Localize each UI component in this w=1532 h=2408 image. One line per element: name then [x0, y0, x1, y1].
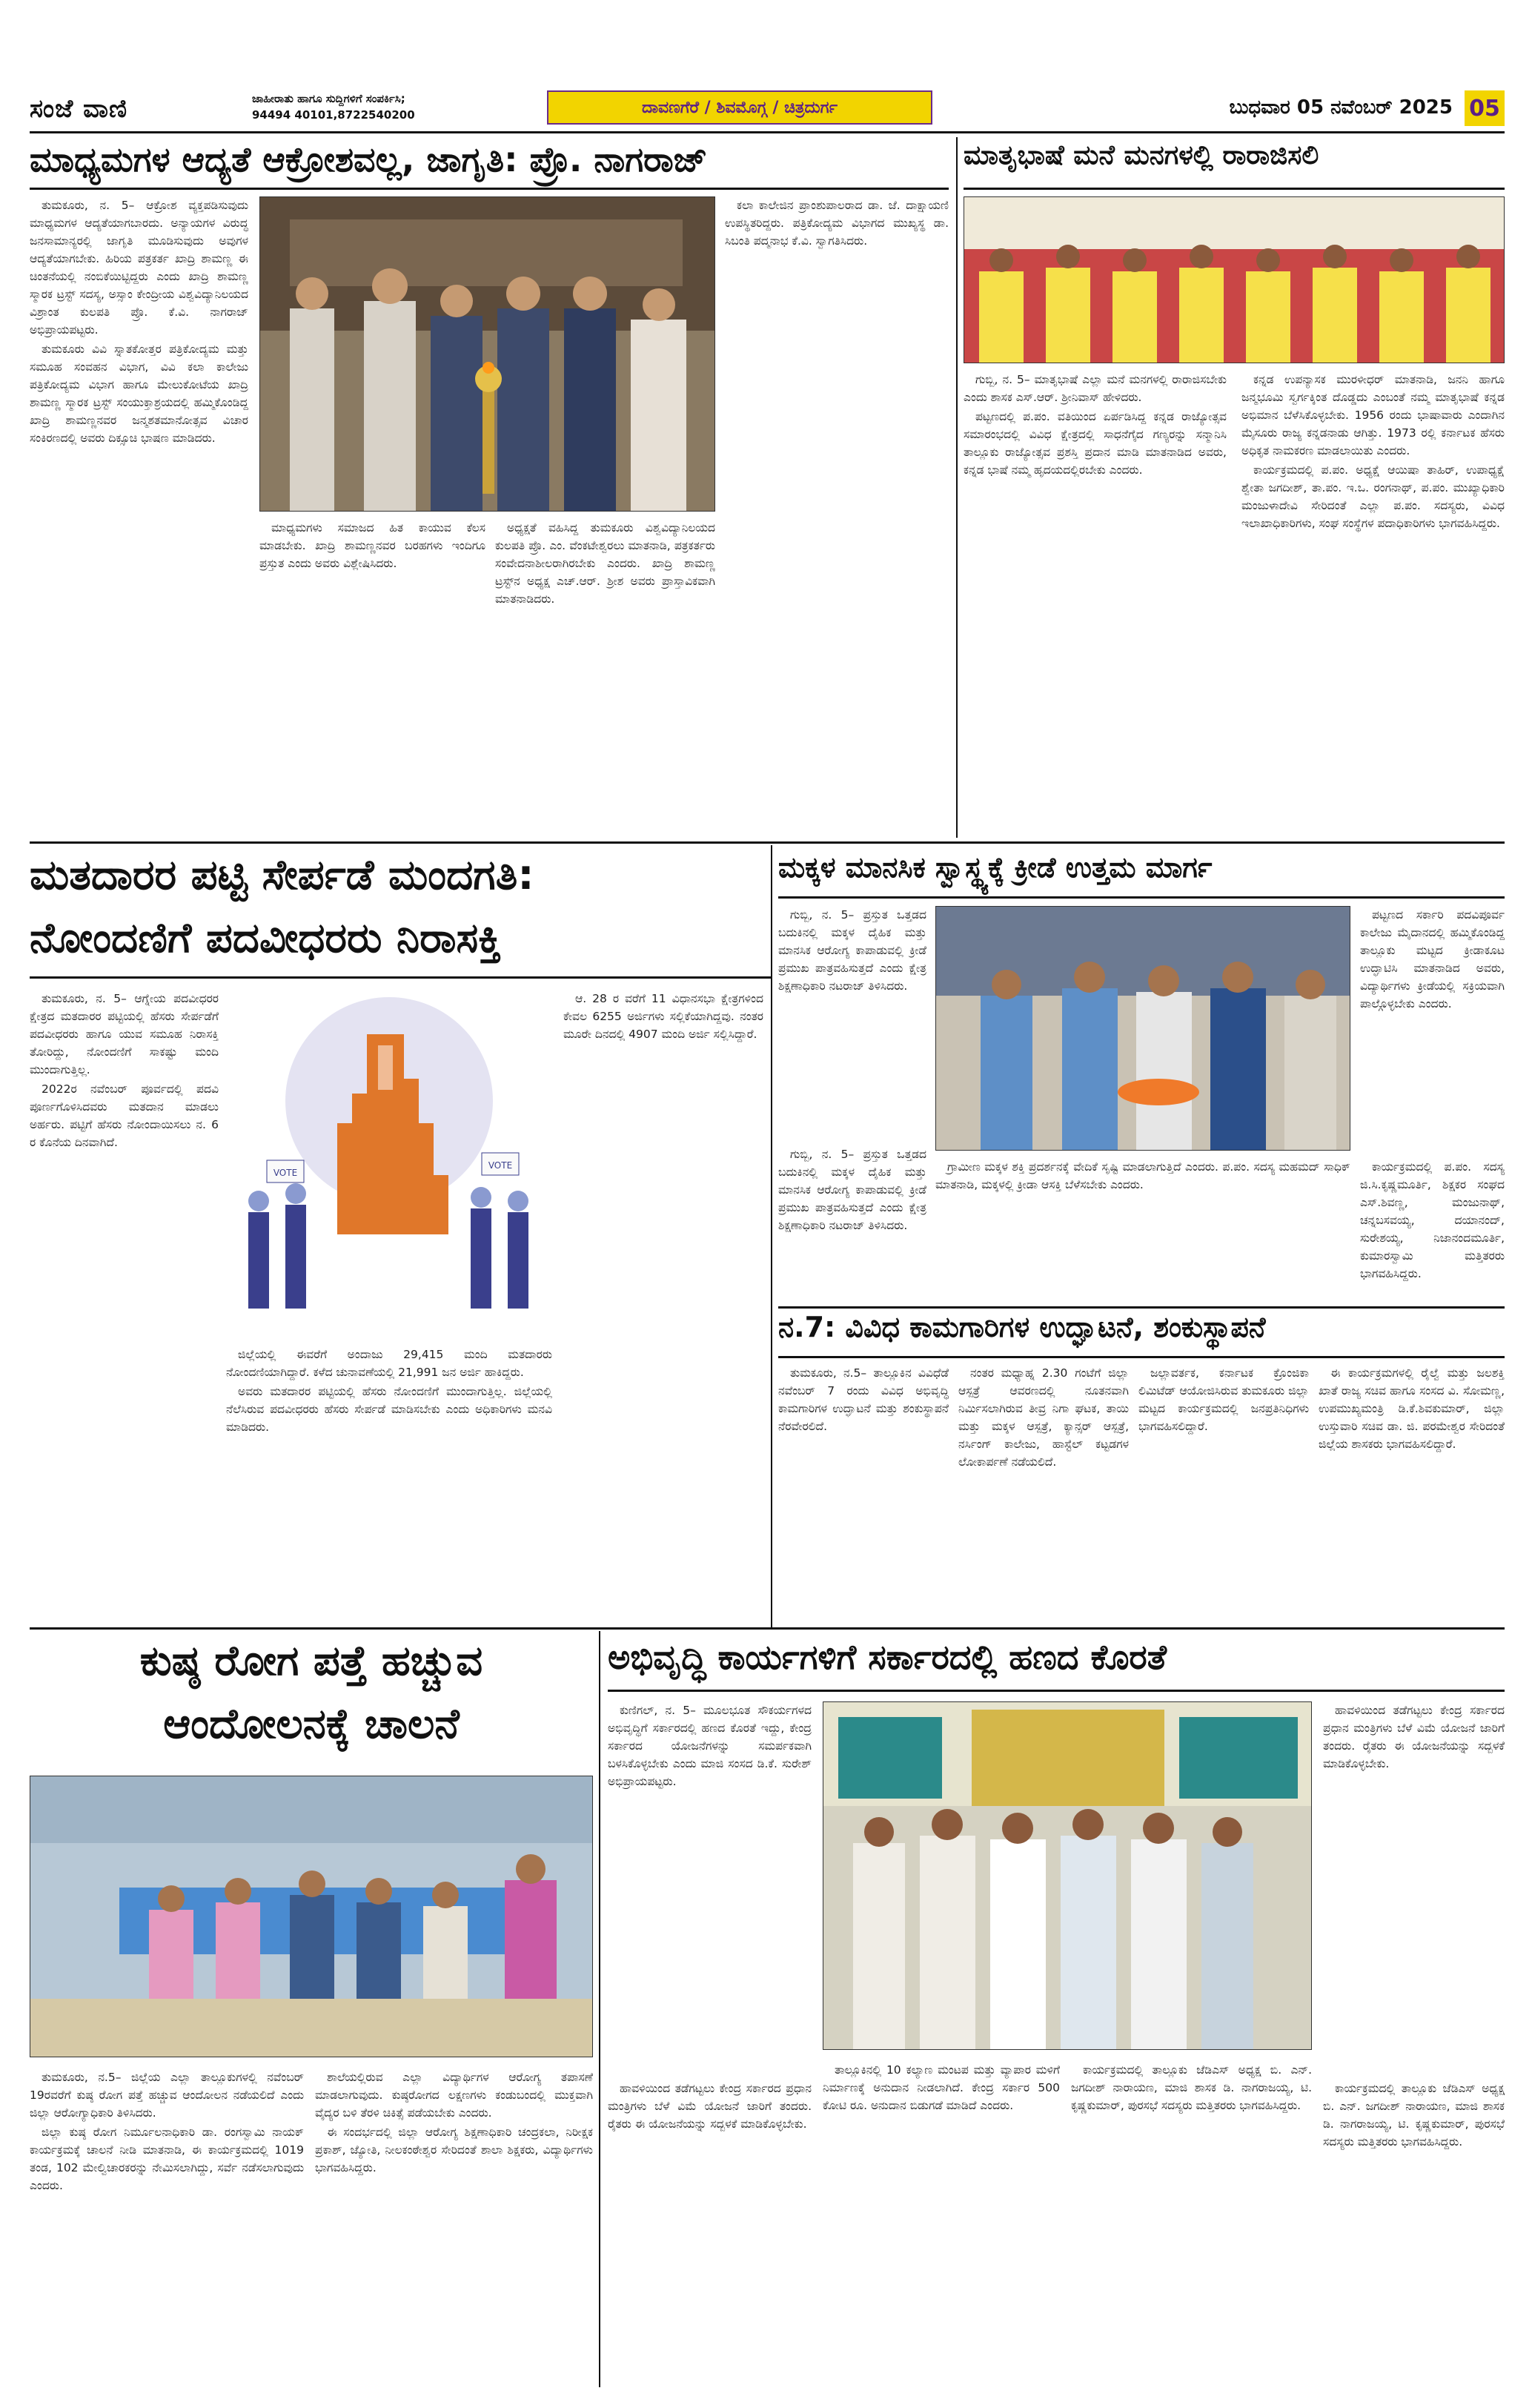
article-3-headline-line-1: ಮತದಾರರ ಪಟ್ಟಿ ಸೇರ್ಪಡೆ ಮಂದಗತಿ:	[30, 851, 534, 899]
article-1-col-4	[725, 196, 949, 834]
article-6-para-4: ಈ ಸಂದರ್ಭದಲ್ಲಿ ಜಿಲ್ಲಾ ಆರೋಗ್ಯ ಶಿಕ್ಷಣಾಧಿಕಾರಿ ಚಂದ್ರಕಲಾ, ನಿರೀಕ್ಷಕ ಪ್ರಕಾಶ್, ಜ್ಯೋತಿ, ನೀಲಕಂಠೇಶ್ವರ ಸೇರಿದಂತೆ ಶಾಲಾ ಶಿಕ್ಷಕರು, ವಿದ್ಯಾರ್ಥಿಗಳು ಭಾಗವಹಿಸಿದ್ದರು.	[315, 2126, 593, 2174]
article-3-headline-line-2: ನೋಂದಣಿಗೆ ಪದವೀಧರರು ನಿರಾಸಕ್ತಿ	[30, 916, 771, 979]
region-banner: ದಾವಣಗೆರೆ / ಶಿವಮೊಗ್ಗ / ಚಿತ್ರದುರ್ಗ	[547, 90, 932, 125]
article-1-photo	[259, 196, 715, 512]
article-5-headline: ನ.7: ವಿವಿಧ ಕಾಮಗಾರಿಗಳ ಉದ್ಘಾಟನೆ, ಶಂಕುಸ್ಥಾಪನೆ	[778, 1312, 1505, 1358]
sports-inauguration-photo	[936, 907, 1350, 1151]
article-2-headline: ಮಾತೃಭಾಷೆ ಮನೆ ಮನಗಳಲ್ಲಿ ರಾರಾಜಿಸಲಿ	[964, 141, 1505, 190]
voting-illustration	[226, 990, 552, 1338]
article-5-col-4	[1319, 1364, 1505, 1620]
article-6-photo	[30, 1776, 593, 2057]
page-number: 05	[1465, 90, 1505, 126]
contact-info	[252, 90, 534, 123]
article-5-col-3	[1138, 1364, 1309, 1620]
inauguration-building-photo	[823, 1702, 1312, 2050]
article-3-col-1	[30, 990, 219, 1620]
article-3-para-1: ತುಮಕೂರು, ನ. 5– ಆಗ್ನೇಯ ಪದವೀಧರರ ಕ್ಷೇತ್ರದ ಮತದಾರರ ಪಟ್ಟಿಯಲ್ಲಿ ಹೆಸರು ಸೇರ್ಪಡೆಗೆ ಪದವೀಧರರು ಹಾಗೂ ಯುವ ಸಮೂಹ ನಿರಾಸಕ್ತಿ ತೋರಿದ್ದು, ನೋಂದಣಿಗೆ ಸಾಕಷ್ಟು ಮಂದಿ ಮುಂದಾಗುತ್ತಿಲ್ಲ.	[30, 992, 219, 1076]
article-6-headline-line-1: ಕುಷ್ಠ ರೋಗ ಪತ್ತೆ ಹಚ್ಚುವ	[139, 1637, 483, 1685]
article-3-col-3	[563, 990, 763, 1620]
article-3-para-5: ಆ. 28 ರ ವರೆಗೆ 11 ವಿಧಾನಸಭಾ ಕ್ಷೇತ್ರಗಳಿಂದ ಕೇವಲ 6255 ಅರ್ಜಿಗಳು ಸಲ್ಲಿಕೆಯಾಗಿದ್ದವು. ನಂತರ ಮೂರೇ ದಿನದಲ್ಲಿ 4907 ಮಂದಿ ಅರ್ಜಿ ಸಲ್ಲಿಸಿದ್ದಾರೆ.	[563, 992, 763, 1041]
article-1-para-3: ಮಾಧ್ಯಮಗಳು ಸಮಾಜದ ಹಿತ ಕಾಯುವ ಕೆಲಸ ಮಾಡಬೇಕು. ಖಾದ್ರಿ ಶಾಮಣ್ಣನವರ ಬರಹಗಳು ಇಂದಿಗೂ ಪ್ರಸ್ತುತ ಎಂದು ಅವರು ವಿಶ್ಲೇಷಿಸಿದರು.	[259, 521, 485, 570]
article-5-para-2: ನಂತರ ಮಧ್ಯಾಹ್ನ 2.30 ಗಂಟೆಗೆ ಜಿಲ್ಲಾ ಆಸ್ಪತ್ರೆ ಆವರಣದಲ್ಲಿ ನೂತನವಾಗಿ ನಿರ್ಮಿಸಲಾಗಿರುವ ತೀವ್ರ ನಿಗಾ ಘಟಕ, ತಾಯಿ ಮತ್ತು ಮಕ್ಕಳ ಆಸ್ಪತ್ರೆ, ಕ್ಯಾನ್ಸರ್ ಆಸ್ಪತ್ರೆ, ನರ್ಸಿಂಗ್ ಕಾಲೇಜು, ಹಾಸ್ಟೆಲ್ ಕಟ್ಟಡಗಳ ಲೋಕಾರ್ಪಣೆ ನಡೆಯಲಿದೆ.	[958, 1366, 1129, 1469]
article-7-col-6	[1323, 2080, 1505, 2380]
newspaper-logo	[30, 87, 230, 130]
contact-line-1: ಜಾಹೀರಾತು ಹಾಗೂ ಸುದ್ದಿಗಳಿಗೆ ಸಂಪರ್ಕಿಸಿ;	[252, 92, 405, 105]
article-6-para-1: ತುಮಕೂರು, ನ.5– ಜಿಲ್ಲೆಯ ಎಲ್ಲಾ ತಾಲ್ಲೂಕುಗಳಲ್ಲಿ ನವೆಂಬರ್ 19ರವರೆಗೆ ಕುಷ್ಠ ರೋಗ ಪತ್ತೆ ಹಚ್ಚುವ ಆಂದೋಲನ ನಡೆಯಲಿದೆ ಎಂದು ಜಿಲ್ಲಾ ಆರೋಗ್ಯಾಧಿಕಾರಿ ತಿಳಿಸಿದರು.	[30, 2071, 304, 2120]
article-6-para-2: ಜಿಲ್ಲಾ ಕುಷ್ಠ ರೋಗ ನಿರ್ಮೂಲನಾಧಿಕಾರಿ ಡಾ. ರಂಗಸ್ವಾಮಿ ನಾಯಕ್ ಕಾರ್ಯಕ್ರಮಕ್ಕೆ ಚಾಲನೆ ನೀಡಿ ಮಾತನಾಡಿ, ಈ ಕಾರ್ಯಕ್ರಮದಲ್ಲಿ 1019 ತಂಡ, 102 ಮೇಲ್ವಿಚಾರಕರನ್ನು ನೇಮಿಸಲಾಗಿದ್ದು, ಸರ್ವೆ ನಡೆಸಲಾಗುವುದು ಎಂದರು.	[30, 2126, 304, 2192]
contact-line-2: 94494 40101,8722540200	[252, 108, 415, 122]
article-2-para-4: ಕಾರ್ಯಕ್ರಮದಲ್ಲಿ ಪ.ಪಂ. ಅಧ್ಯಕ್ಷೆ ಆಯಿಷಾ ತಾಹಿರ್, ಉಪಾಧ್ಯಕ್ಷೆ ಶ್ವೇತಾ ಜಗದೀಶ್, ತಾ.ಪಂ. ಇ.ಒ. ರಂಗನಾಥ್, ಪ.ಪಂ. ಮುಖ್ಯಾಧಿಕಾರಿ ಮಂಜುಳಾದೇವಿ ಸೇರಿದಂತೆ ಎಲ್ಲಾ ಪ.ಪಂ. ಸದಸ್ಯರು, ವಿವಿಧ ಇಲಾಖಾಧಿಕಾರಿಗಳು, ಸಂಘ ಸಂಸ್ಥೆಗಳ ಪದಾಧಿಕಾರಿಗಳು ಭಾಗವಹಿಸಿದ್ದರು.	[1241, 463, 1505, 530]
article-7-para-1b: ಹಾವಳಿಯಿಂದ ತಡೆಗಟ್ಟಲು ಕೇಂದ್ರ ಸರ್ಕಾರದ ಪ್ರಧಾನ ಮಂತ್ರಿಗಳು ಬೆಳೆ ವಿಮೆ ಯೋಜನೆ ಜಾರಿಗೆ ತಂದರು. ರೈತರು ಈ ಯೋಜನೆಯನ್ನು ಸದ್ಬಳಕೆ ಮಾಡಿಕೊಳ್ಳಬೇಕು.	[608, 2082, 812, 2131]
vote-sign-left: VOTE	[273, 1168, 298, 1178]
article-1-col-1	[30, 196, 248, 834]
article-2-photo	[964, 196, 1505, 363]
article-1-para-4: ಅಧ್ಯಕ್ಷತೆ ವಹಿಸಿದ್ದ ತುಮಕೂರು ವಿಶ್ವವಿದ್ಯಾನಿಲಯದ ಕುಲಪತಿ ಪ್ರೊ. ಎಂ. ವೆಂಕಟೇಶ್ವರಲು ಮಾತನಾಡಿ, ಪತ್ರಕರ್ತರು ಸಂವೇದನಾಶೀಲರಾಗಿರಬೇಕು ಎಂದರು. ಖಾದ್ರಿ ಶಾಮಣ್ಣ ಟ್ರಸ್ಟ್‌ನ ಅಧ್ಯಕ್ಷ ಎಚ್.ಆರ್. ಶ್ರೀಶ ಅವರು ಪ್ರಾಸ್ತಾವಿಕವಾಗಿ ಮಾತನಾಡಿದರು.	[495, 521, 715, 606]
article-1-headline: ಮಾಧ್ಯಮಗಳ ಆದ್ಯತೆ ಆಕ್ರೋಶವಲ್ಲ, ಜಾಗೃತಿ: ಪ್ರೊ. ನಾಗರಾಜ್	[30, 141, 949, 190]
article-3-para-3: ಜಿಲ್ಲೆಯಲ್ಲಿ ಈವರೆಗೆ ಅಂದಾಜು 29,415 ಮಂದಿ ಮತದಾರರು ನೋಂದಣಿಯಾಗಿದ್ದಾರೆ. ಕಳೆದ ಚುನಾವಣೆಯಲ್ಲಿ 21,991 ಜನ ಅರ್ಜಿ ಹಾಕಿದ್ದರು.	[226, 1348, 552, 1379]
article-7-col-3	[823, 2061, 1060, 2380]
article-4-para-1: ಗುಬ್ಬಿ, ನ. 5– ಪ್ರಸ್ತುತ ಒತ್ತಡದ ಬದುಕಿನಲ್ಲಿ ಮಕ್ಕಳ ದೈಹಿಕ ಮತ್ತು ಮಾನಸಿಕ ಆರೋಗ್ಯ ಕಾಪಾಡುವಲ್ಲಿ ಕ್ರೀಡೆ ಪ್ರಮುಖ ಪಾತ್ರವಹಿಸುತ್ತದೆ ಎಂದು ಕ್ಷೇತ್ರ ಶಿಕ್ಷಣಾಧಿಕಾರಿ ನಟರಾಜ್ ತಿಳಿಸಿದರು.	[778, 908, 926, 993]
article-7-photo	[823, 1701, 1312, 2050]
article-4-col-3	[778, 1145, 926, 1301]
article-2-col-1	[964, 371, 1227, 834]
article-5-para-4: ಈ ಕಾರ್ಯಕ್ರಮಗಳಲ್ಲಿ ರೈಲ್ವೆ ಮತ್ತು ಜಲಶಕ್ತಿ ಖಾತೆ ರಾಜ್ಯ ಸಚಿವ ಹಾಗೂ ಸಂಸದ ವಿ. ಸೋಮಣ್ಣ, ಉಪಮುಖ್ಯಮಂತ್ರಿ ಡಿ.ಕೆ.ಶಿವಕುಮಾರ್, ಜಿಲ್ಲಾ ಉಸ್ತುವಾರಿ ಸಚಿವ ಡಾ. ಜಿ. ಪರಮೇಶ್ವರ ಸೇರಿದಂತೆ ಜಿಲ್ಲೆಯ ಶಾಸಕರು ಭಾಗವಹಿಸಲಿದ್ದಾರೆ.	[1319, 1366, 1505, 1451]
article-4-headline: ಮಕ್ಕಳ ಮಾನಸಿಕ ಸ್ವಾಸ್ಥ್ಯಕ್ಕೆ ಕ್ರೀಡೆ ಉತ್ತಮ ಮಾರ್ಗ	[778, 853, 1505, 899]
column-rule	[956, 137, 958, 838]
article-4-para-4: ಕಾರ್ಯಕ್ರಮದಲ್ಲಿ ಪ.ಪಂ. ಸದಸ್ಯ ಜಿ.ಸಿ.ಕೃಷ್ಣಮೂರ್ತಿ, ಶಿಕ್ಷಕರ ಸಂಘದ ಎಸ್.ಶಿವಣ್ಣ, ಮಂಜುನಾಥ್, ಚನ್ನಬಸವಯ್ಯ, ದಯಾನಂದ್, ಸುರೇಶಯ್ಯ, ನಿಜಾನಂದಮೂರ್ತಿ, ಕುಮಾರಸ್ವಾಮಿ ಮತ್ತಿತರರು ಭಾಗವಹಿಸಿದ್ದರು.	[1360, 1160, 1505, 1280]
section-rule	[30, 841, 1505, 844]
article-4-para-1b: ಗುಬ್ಬಿ, ನ. 5– ಪ್ರಸ್ತುತ ಒತ್ತಡದ ಬದುಕಿನಲ್ಲಿ ಮಕ್ಕಳ ದೈಹಿಕ ಮತ್ತು ಮಾನಸಿಕ ಆರೋಗ್ಯ ಕಾಪಾಡುವಲ್ಲಿ ಕ್ರೀಡೆ ಪ್ರಮುಖ ಪಾತ್ರವಹಿಸುತ್ತದೆ ಎಂದು ಕ್ಷೇತ್ರ ಶಿಕ್ಷಣಾಧಿಕಾರಿ ನಟರಾಜ್ ತಿಳಿಸಿದರು.	[778, 1148, 926, 1232]
article-5-para-3: ಜಲ್ಲಾವರ್ತಕ, ಕರ್ನಾಟಕ ಕ್ರೊಂಜಿಕಾ ಲಿಮಿಟೆಡ್ ಆಯೋಜಿಸಿರುವ ತುಮಕೂರು ಜಿಲ್ಲಾ ಮಟ್ಟದ ಕಾರ್ಯಕ್ರಮದಲ್ಲಿ ಜನಪ್ರತಿನಿಧಿಗಳು ಭಾಗವಹಿಸಲಿದ್ದಾರೆ.	[1138, 1366, 1309, 1433]
article-2-col-2	[1241, 371, 1505, 834]
article-5-col-1	[778, 1364, 949, 1620]
article-6-para-3: ಶಾಲೆಯಲ್ಲಿರುವ ಎಲ್ಲಾ ವಿದ್ಯಾರ್ಥಿಗಳ ಆರೋಗ್ಯ ತಪಾಸಣೆ ಮಾಡಲಾಗುವುದು. ಕುಷ್ಠರೋಗದ ಲಕ್ಷಣಗಳು ಕಂಡುಬಂದಲ್ಲಿ ಮುಕ್ತವಾಗಿ ವೈದ್ಯರ ಬಳಿ ತೆರಳಿ ಚಿಕಿತ್ಸೆ ಪಡೆಯಬೇಕು ಎಂದರು.	[315, 2071, 593, 2120]
vote-sign-right: VOTE	[488, 1160, 513, 1171]
column-rule	[771, 845, 772, 1627]
article-3-para-2: 2022ರ ನವೆಂಬರ್ ಪೂರ್ವದಲ್ಲಿ ಪದವಿ ಪೂರ್ಣಗೊಳಿಸಿದವರು ಮತದಾನ ಮಾಡಲು ಅರ್ಹರು. ಪಟ್ಟಿಗೆ ಹೆಸರು ನೋಂದಾಯಿಸಲು ನ. 6 ರ ಕೊನೆಯ ದಿನವಾಗಿದೆ.	[30, 1082, 219, 1149]
article-7-col-5	[608, 2080, 812, 2380]
article-7-para-4b: ಕಾರ್ಯಕ್ರಮದಲ್ಲಿ ತಾಲ್ಲೂಕು ಜೆಡಿಎಸ್ ಅಧ್ಯಕ್ಷ ಬಿ. ಎನ್. ಜಗದೀಶ್ ನಾರಾಯಣ, ಮಾಜಿ ಶಾಸಕ ಡಿ. ನಾಗರಾಜಯ್ಯ, ಟಿ. ಕೃಷ್ಣಕುಮಾರ್, ಪುರಸಭೆ ಸದಸ್ಯರು ಮತ್ತಿತರರು ಭಾಗವಹಿಸಿದ್ದರು.	[1323, 2082, 1505, 2149]
section-rule	[778, 1306, 1505, 1309]
article-7-col-1	[608, 1701, 812, 2072]
article-2-para-1: ಗುಬ್ಬಿ, ನ. 5– ಮಾತೃಭಾಷೆ ಎಲ್ಲಾ ಮನೆ ಮನಗಳಲ್ಲಿ ರಾರಾಜಿಸಬೇಕು ಎಂದು ಶಾಸಕ ಎಸ್.ಆರ್. ಶ್ರೀನಿವಾಸ್ ಹೇಳಿದರು.	[964, 373, 1227, 404]
article-7-para-3: ತಾಲ್ಲೂಕಿನಲ್ಲಿ 10 ಕಲ್ಯಾಣ ಮಂಟಪ ಮತ್ತು ವ್ಯಾಪಾರ ಮಳಿಗೆ ನಿರ್ಮಾಣಕ್ಕೆ ಅನುದಾನ ನೀಡಲಾಗಿದೆ. ಕೇಂದ್ರ ಸರ್ಕಾರ 500 ಕೋಟಿ ರೂ. ಅನುದಾನ ಬಿಡುಗಡೆ ಮಾಡಿದೆ ಎಂದರು.	[823, 2063, 1060, 2112]
article-2-para-3: ಕನ್ನಡ ಉಪನ್ಯಾಸಕ ಮುರಳೀಧರ್ ಮಾತನಾಡಿ, ಜನನಿ ಹಾಗೂ ಜನ್ಮಭೂಮಿ ಸ್ವರ್ಗಕ್ಕಿಂತ ದೊಡ್ಡದು ಎಂಬಂತೆ ನಮ್ಮ ಮಾತೃಭಾಷೆ ಕನ್ನಡ ಅಭಿಮಾನ ಬೆಳೆಸಿಕೊಳ್ಳಬೇಕು. 1956 ರಂದು ಭಾಷಾವಾರು ಎಂದಾಗಿನ ಮೈಸೂರು ರಾಜ್ಯ ಕನ್ನಡನಾಡು ಆಗಿತ್ತು. 1973 ರಲ್ಲಿ ಕರ್ನಾಟಕ ಹೆಸರು ಅಧಿಕೃತ ನಾಮಕರಣ ಮಾಡಲಾಯಿತು ಎಂದರು.	[1241, 373, 1505, 457]
article-1-col-2	[259, 519, 485, 834]
section-rule	[30, 1627, 1505, 1630]
article-6-col-2	[315, 2068, 593, 2380]
awareness-campaign-photo	[30, 1776, 593, 2057]
lamp-lighting-photo	[260, 197, 715, 512]
article-1-para-5: ಕಲಾ ಕಾಲೇಜಿನ ಪ್ರಾಂಶುಪಾಲರಾದ ಡಾ. ಜೆ. ದಾಕ್ಷಾಯಣಿ ಉಪಸ್ಥಿತರಿದ್ದರು. ಪತ್ರಿಕೋದ್ಯಮ ವಿಭಾಗದ ಮುಖ್ಯಸ್ಥ ಡಾ. ಸಿಬಂತಿ ಪದ್ಮನಾಭ ಕೆ.ವಿ. ಸ್ವಾಗತಿಸಿದರು.	[725, 199, 949, 248]
article-6-headline-line-2: ಆಂದೋಲನಕ್ಕೆ ಚಾಲನೆ	[163, 1700, 460, 1748]
article-3-col-2	[226, 1346, 552, 1620]
article-5-col-2	[958, 1364, 1129, 1620]
article-7-headline: ಅಭಿವೃದ್ಧಿ ಕಾರ್ಯಗಳಿಗೆ ಸರ್ಕಾರದಲ್ಲಿ ಹಣದ ಕೊರತೆ	[608, 1638, 1505, 1692]
article-5-para-1: ತುಮಕೂರು, ನ.5– ತಾಲ್ಲೂಕಿನ ವಿವಿಧೆಡೆ ನವೆಂಬರ್ 7 ರಂದು ವಿವಿಧ ಅಭಿವೃದ್ಧಿ ಕಾಮಗಾರಿಗಳ ಉದ್ಘಾಟನೆ ಮತ್ತು ಶಂಕುಸ್ಥಾಪನೆ ನೆರವೇರಲಿದೆ.	[778, 1366, 949, 1433]
article-4-col-1	[778, 906, 926, 1136]
column-rule	[599, 1631, 600, 2387]
logo-text: ಸಂಜೆ ವಾಣಿ	[30, 94, 128, 124]
article-1-para-2: ತುಮಕೂರು ವಿವಿ ಸ್ನಾತಕೋತ್ತರ ಪತ್ರಿಕೋದ್ಯಮ ಮತ್ತು ಸಮೂಹ ಸಂವಹನ ವಿಭಾಗ, ವಿವಿ ಕಲಾ ಕಾಲೇಜು ಪತ್ರಿಕೋದ್ಯಮ ವಿಭಾಗ ಹಾಗೂ ಮೇಲುಕೋಟೆಯ ಖಾದ್ರಿ ಶಾಮಣ್ಣ ಸ್ಮಾರಕ ಟ್ರಸ್ಟ್ ಸಂಯುಕ್ತಾಶ್ರಯದಲ್ಲಿ ಹಮ್ಮಿಕೊಂಡಿದ್ದ ಖಾದ್ರಿ ಶಾಮಣ್ಣನವರ ಜನ್ಮಶತಮಾನೋತ್ಸವ ವಿಚಾರ ಸಂಕಿರಣದಲ್ಲಿ ಅವರು ದಿಕ್ಸೂಚಿ ಭಾಷಣ ಮಾಡಿದರು.	[30, 343, 248, 445]
award-ceremony-photo	[964, 197, 1505, 363]
article-4-col-2	[1360, 906, 1505, 1151]
article-7-para-1: ಕುಣಿಗಲ್, ನ. 5– ಮೂಲಭೂತ ಸೌಕರ್ಯಗಳದ ಅಭಿವೃದ್ಧಿಗೆ ಸರ್ಕಾರದಲ್ಲಿ ಹಣದ ಕೊರತೆ ಇದ್ದು, ಕೇಂದ್ರ ಸರ್ಕಾರದ ಯೋಜನೆಗಳನ್ನು ಸಮರ್ಪಕವಾಗಿ ಬಳಸಿಕೊಳ್ಳಬೇಕು ಎಂದು ಮಾಜಿ ಸಂಸದ ಡಿ.ಕೆ. ಸುರೇಶ್ ಅಭಿಪ್ರಾಯಪಟ್ಟರು.	[608, 1704, 812, 1788]
article-6-col-1	[30, 2068, 304, 2380]
article-4-photo	[935, 906, 1350, 1151]
masthead	[30, 87, 1505, 133]
article-7-col-4	[1071, 2061, 1312, 2380]
article-2-para-2: ಪಟ್ಟಣದಲ್ಲಿ ಪ.ಪಂ. ವತಿಯಿಂದ ಏರ್ಪಡಿಸಿದ್ದ ಕನ್ನಡ ರಾಜ್ಯೋತ್ಸವ ಸಮಾರಂಭದಲ್ಲಿ ವಿವಿಧ ಕ್ಷೇತ್ರದಲ್ಲಿ ಸಾಧನೆಗೈದ ಗಣ್ಯರನ್ನು ಸನ್ಮಾನಿಸಿ ತಾಲ್ಲೂಕು ರಾಜ್ಯೋತ್ಸವ ಪ್ರಶಸ್ತಿ ಪ್ರದಾನ ಮಾಡಿ ಮಾತನಾಡಿದ ಅವರು, ಕನ್ನಡ ಭಾಷೆ ನಮ್ಮ ಹೃದಯದಲ್ಲಿರಬೇಕು ಎಂದರು.	[964, 410, 1227, 477]
article-4-col-5	[1360, 1158, 1505, 1303]
article-7-col-2	[1323, 1701, 1505, 2072]
article-7-para-2: ಹಾವಳಿಯಿಂದ ತಡೆಗಟ್ಟಲು ಕೇಂದ್ರ ಸರ್ಕಾರದ ಪ್ರಧಾನ ಮಂತ್ರಿಗಳು ಬೆಳೆ ವಿಮೆ ಯೋಜನೆ ಜಾರಿಗೆ ತಂದರು. ರೈತರು ಈ ಯೋಜನೆಯನ್ನು ಸದ್ಬಳಕೆ ಮಾಡಿಕೊಳ್ಳಬೇಕು.	[1323, 1704, 1505, 1770]
article-3-para-4: ಅವರು ಮತದಾರರ ಪಟ್ಟಿಯಲ್ಲಿ ಹೆಸರು ನೋಂದಣಿಗೆ ಮುಂದಾಗುತ್ತಿಲ್ಲ. ಜಿಲ್ಲೆಯಲ್ಲಿ ನೆಲೆಸಿರುವ ಪದವೀಧರರು ಹೆಸರು ಸೇರ್ಪಡೆ ಮಾಡಿಸಬೇಕು ಎಂದು ಅಧಿಕಾರಿಗಳು ಮನವಿ ಮಾಡಿದರು.	[226, 1385, 552, 1434]
article-1-col-3	[495, 519, 715, 834]
article-7-para-4: ಕಾರ್ಯಕ್ರಮದಲ್ಲಿ ತಾಲ್ಲೂಕು ಜೆಡಿಎಸ್ ಅಧ್ಯಕ್ಷ ಬಿ. ಎನ್. ಜಗದೀಶ್ ನಾರಾಯಣ, ಮಾಜಿ ಶಾಸಕ ಡಿ. ನಾಗರಾಜಯ್ಯ, ಟಿ. ಕೃಷ್ಣಕುಮಾರ್, ಪುರಸಭೆ ಸದಸ್ಯರು ಮತ್ತಿತರರು ಭಾಗವಹಿಸಿದ್ದರು.	[1071, 2063, 1312, 2112]
article-4-para-3: ಗ್ರಾಮೀಣ ಮಕ್ಕಳ ಶಕ್ತಿ ಪ್ರದರ್ಶನಕ್ಕೆ ವೇದಿಕೆ ಸೃಷ್ಟಿ ಮಾಡಲಾಗುತ್ತಿದೆ ಎಂದರು. ಪ.ಪಂ. ಸದಸ್ಯ ಮಹಮದ್ ಸಾಧಿಕ್ ಮಾತನಾಡಿ, ಮಕ್ಕಳಲ್ಲಿ ಕ್ರೀಡಾ ಆಸಕ್ತಿ ಬೆಳೆಸಬೇಕು ಎಂದರು.	[935, 1160, 1350, 1191]
article-1-para-1: ತುಮಕೂರು, ನ. 5– ಆಕ್ರೋಶ ವ್ಯಕ್ತಪಡಿಸುವುದು ಮಾಧ್ಯಮಗಳ ಆದ್ಯತೆಯಾಗಬಾರದು. ಅನ್ಯಾಯಗಳ ವಿರುದ್ಧ ಜನಸಾಮಾನ್ಯರಲ್ಲಿ ಜಾಗೃತಿ ಮೂಡಿಸುವುದು ಅವುಗಳ ಆದ್ಯತೆಯಾಗಬೇಕು. ಹಿರಿಯ ಪತ್ರಕರ್ತ ಖಾದ್ರಿ ಶಾಮಣ್ಣ ಈ ಚಿಂತನೆಯಲ್ಲಿ ನಂಬಿಕೆಯಿಟ್ಟಿದ್ದರು ಎಂದು ಖಾದ್ರಿ ಶಾಮಣ್ಣ ಸ್ಮಾರಕ ಟ್ರಸ್ಟ್ ಸದಸ್ಯ, ಅಸ್ಸಾಂ ಕೇಂದ್ರೀಯ ವಿಶ್ವವಿದ್ಯಾನಿಲಯದ ವಿಶ್ರಾಂತ ಕುಲಪತಿ ಪ್ರೊ. ಕೆ.ವಿ. ನಾಗರಾಜ್ ಅಭಿಪ್ರಾಯಪಟ್ಟರು.	[30, 199, 248, 337]
issue-date: ಬುಧವಾರ 05 ನವೆಂಬರ್ 2025	[1229, 96, 1453, 119]
article-3-illustration	[226, 990, 552, 1338]
article-4-col-4	[935, 1158, 1350, 1303]
article-4-para-2: ಪಟ್ಟಣದ ಸರ್ಕಾರಿ ಪದವಿಪೂರ್ವ ಕಾಲೇಜು ಮೈದಾನದಲ್ಲಿ ಹಮ್ಮಿಕೊಂಡಿದ್ದ ತಾಲ್ಲೂಕು ಮಟ್ಟದ ಕ್ರೀಡಾಕೂಟ ಉದ್ಘಾಟಿಸಿ ಮಾತನಾಡಿದ ಅವರು, ವಿದ್ಯಾರ್ಥಿಗಳು ಕ್ರೀಡೆಯಲ್ಲಿ ಸಕ್ರಿಯವಾಗಿ ಪಾಲ್ಗೊಳ್ಳಬೇಕು ಎಂದರು.	[1360, 908, 1505, 1010]
